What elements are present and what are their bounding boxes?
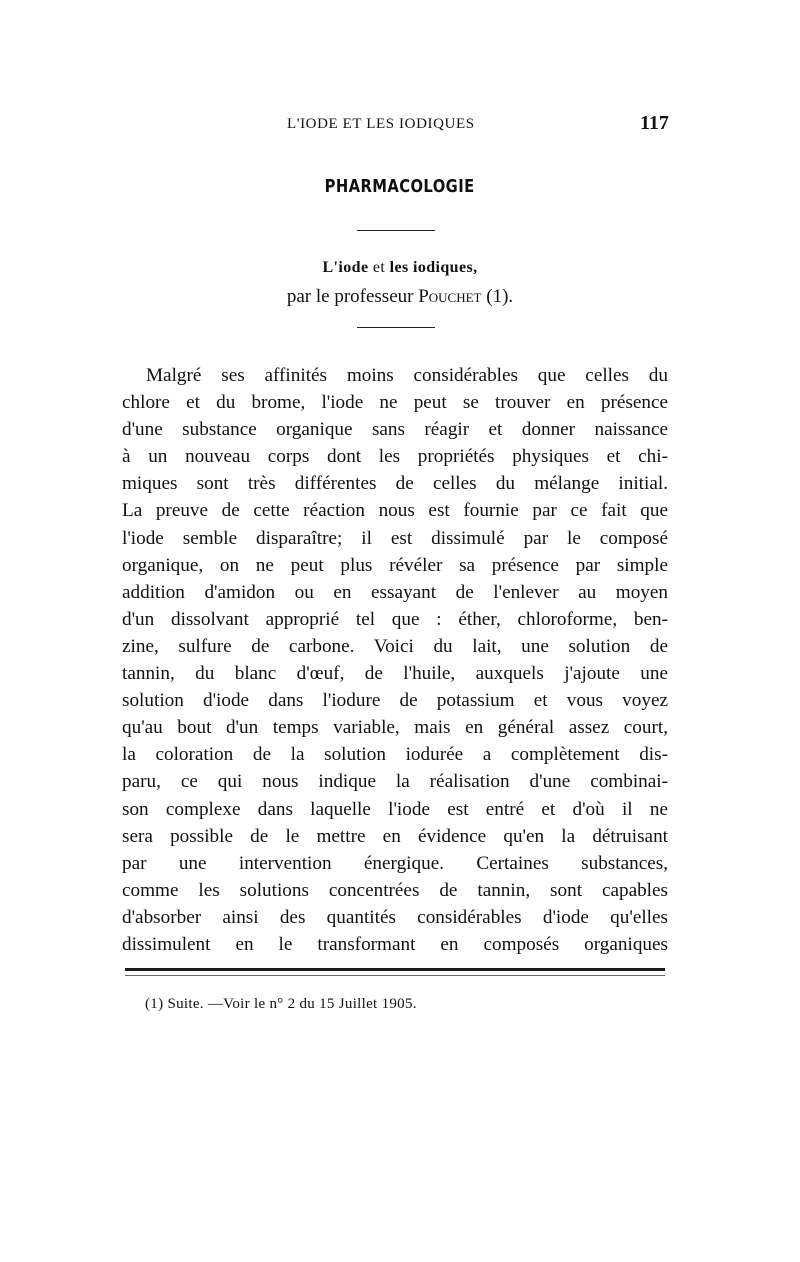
footnote-rule-thick — [125, 968, 665, 971]
body-line: d'absorber ainsi des quantités considérables d'iode qu'elles — [122, 906, 668, 928]
body-line: paru, ce qui nous indique la réalisation d'une combinai- — [122, 771, 668, 793]
footnote: (1) Suite. —Voir le n° 2 du 15 Juillet 1905. — [145, 996, 417, 1012]
body-line: dissimulent en le transformant en composés organiques — [122, 933, 668, 955]
body-line: par une intervention énergique. Certaines substances, — [122, 852, 668, 874]
byline-footnote-ref: (1). — [486, 286, 514, 307]
page-number: 117 — [640, 112, 669, 134]
body-line: Malgré ses affinités moins considérables que celles du — [146, 365, 668, 386]
running-title: L'IODE ET LES IODIQUES — [287, 116, 475, 132]
title-rule-bottom — [357, 327, 435, 328]
body-line: comme les solutions concentrées de tannin, sont capables — [122, 879, 668, 901]
body-line: son complexe dans laquelle l'iode est entré et d'où il ne — [122, 798, 668, 820]
body-line: l'iode semble disparaître; il est dissimulé par le composé — [122, 527, 668, 549]
article-title-part3: les iodiques, — [389, 259, 478, 276]
body-text — [122, 362, 668, 958]
body-line: d'une substance organique sans réagir et donner naissance — [122, 419, 668, 441]
body-line: miques sont très différentes de celles du mélange initial. — [122, 473, 668, 495]
article-title-part1: L'iode — [322, 259, 369, 276]
footnote-rule-thin — [125, 975, 665, 976]
body-line: organique, on ne peut plus révéler sa présence par simple — [122, 554, 668, 576]
body-line: la coloration de la solution iodurée a complètement dis- — [122, 744, 668, 766]
section-title: PHARMACOLOGIE — [324, 176, 475, 197]
byline — [0, 286, 800, 308]
article-title — [0, 259, 800, 277]
article-title-part2: et — [372, 259, 386, 276]
byline-author: Pouchet — [418, 286, 482, 307]
body-line: solution d'iode dans l'iodure de potassium et vous voyez — [122, 690, 668, 712]
body-line: addition d'amidon ou en essayant de l'enlever au moyen — [122, 581, 668, 603]
body-line: La preuve de cette réaction nous est fournie par ce fait que — [122, 500, 668, 522]
byline-prefix: par le professeur — [286, 286, 414, 307]
body-line: sera possible de le mettre en évidence qu'en la détruisant — [122, 825, 668, 847]
body-line: zine, sulfure de carbone. Voici du lait, une solution de — [122, 635, 668, 657]
body-line: à un nouveau corps dont les propriétés physiques et chi- — [122, 446, 668, 468]
body-line: d'un dissolvant approprié tel que : éther, chloroforme, ben- — [122, 608, 668, 630]
body-line: chlore et du brome, l'iode ne peut se trouver en présence — [122, 392, 668, 414]
body-line: qu'au bout d'un temps variable, mais en général assez court, — [122, 717, 668, 739]
body-line: tannin, du blanc d'œuf, de l'huile, auxquels j'ajoute une — [122, 663, 668, 685]
running-head — [0, 112, 800, 140]
title-rule-top — [357, 230, 435, 231]
